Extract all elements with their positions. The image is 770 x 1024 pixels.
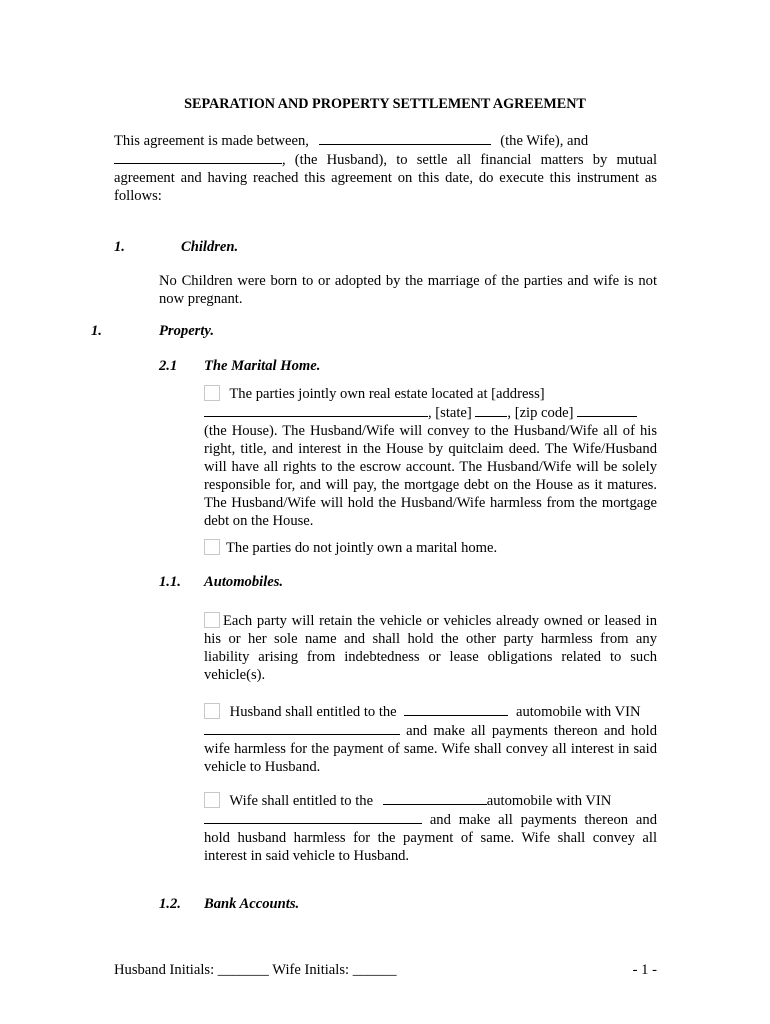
wife-automobile-field[interactable] (383, 791, 487, 805)
automobiles-option-2-text-b: automobile with VIN (515, 704, 641, 720)
marital-home-option-2-text: The parties do not jointly own a marital home. (226, 540, 498, 556)
state-field[interactable] (475, 403, 507, 417)
property-heading: Property. (159, 323, 214, 339)
automobiles-option-1-checkbox[interactable] (204, 612, 220, 628)
automobiles-number: 1.1. (159, 574, 181, 590)
marital-home-heading: The Marital Home. (204, 358, 321, 374)
page-number: - 1 - (632, 962, 657, 978)
husband-vin-field[interactable] (204, 721, 400, 735)
intro-text-2: (the Wife), and (500, 133, 589, 149)
automobiles-option-3-text-b: automobile with VIN (486, 793, 612, 809)
zip-code-field[interactable] (577, 403, 637, 417)
automobiles-option-2 (204, 702, 657, 776)
marital-home-number: 2.1 (159, 358, 178, 374)
marital-home-option-1 (204, 385, 657, 530)
automobiles-option-3 (204, 791, 657, 865)
wife-vin-field[interactable] (204, 810, 422, 824)
automobiles-option-3-text-c: and make all payments thereon and hold husband harmless for the payment of same. Wife shall convey all interest in said vehicle to Husband. (204, 812, 657, 864)
automobiles-option-2-checkbox[interactable] (204, 703, 220, 719)
children-number: 1. (114, 239, 125, 255)
bank-accounts-number: 1.2. (159, 896, 181, 912)
marital-home-option-2-checkbox[interactable] (204, 539, 220, 555)
page-footer (114, 961, 657, 979)
husband-automobile-field[interactable] (404, 702, 508, 716)
marital-home-option-1-checkbox[interactable] (204, 385, 220, 401)
automobiles-option-2-text-c: and make all payments thereon and hold wife harmless for the payment of same. Wife shall convey all interest in said vehicle to Husband. (204, 723, 658, 775)
children-body: No Children were born to or adopted by the marriage of the parties and wife is not now pregnant. (159, 273, 657, 307)
document-title: SEPARATION AND PROPERTY SETTLEMENT AGREEMENT (184, 96, 586, 112)
automobiles-heading: Automobiles. (204, 574, 284, 590)
marital-home-option-1-text-a: The parties jointly own real estate located at [address] (229, 386, 545, 402)
intro-text-3: , (the Husband), to settle all financial matters by mutual agreement and having reached this agreement on this date, do execute this instrument as follows: (114, 152, 657, 204)
children-heading: Children. (181, 239, 239, 255)
marital-home-option-2 (204, 539, 657, 557)
intro-text-1: This agreement is made between, (114, 133, 309, 149)
bank-accounts-heading: Bank Accounts. (204, 896, 300, 912)
automobiles-option-1-text: Each party will retain the vehicle or vehicles already owned or leased in his or her sole name and shall hold the other party harmless from any liability arising from indebtedness or lease obligations related to such vehicle(s). (204, 613, 657, 683)
marital-home-option-1-text-b: , [state] (428, 405, 472, 421)
automobiles-option-3-text-a: Wife shall entitled to the (229, 793, 374, 809)
wife-name-field[interactable] (319, 131, 491, 145)
intro-paragraph (114, 131, 657, 205)
property-number: 1. (91, 323, 102, 339)
automobiles-option-3-checkbox[interactable] (204, 792, 220, 808)
automobiles-option-1 (204, 612, 657, 684)
husband-name-field[interactable] (114, 150, 282, 164)
automobiles-option-2-text-a: Husband shall entitled to the (229, 704, 397, 720)
husband-initials-label: Husband Initials: _______ (114, 962, 269, 978)
wife-initials-label: Wife Initials: ______ (272, 962, 397, 978)
marital-home-option-1-text-c: , [zip code] (507, 405, 574, 421)
marital-home-option-1-text-d: (the House). The Husband/Wife will convey to the Husband/Wife all of his right, title, and interest in the House by quitclaim deed. The Wife/Husband will have all rights to the escrow account. The Husband/Wife will be solely responsible for, and will pay, the mortgage debt on the House as it matures. The Husband/Wife will hold the Husband/Wife harmless from the mortgage debt on the House. (204, 423, 657, 529)
address-field[interactable] (204, 403, 428, 417)
